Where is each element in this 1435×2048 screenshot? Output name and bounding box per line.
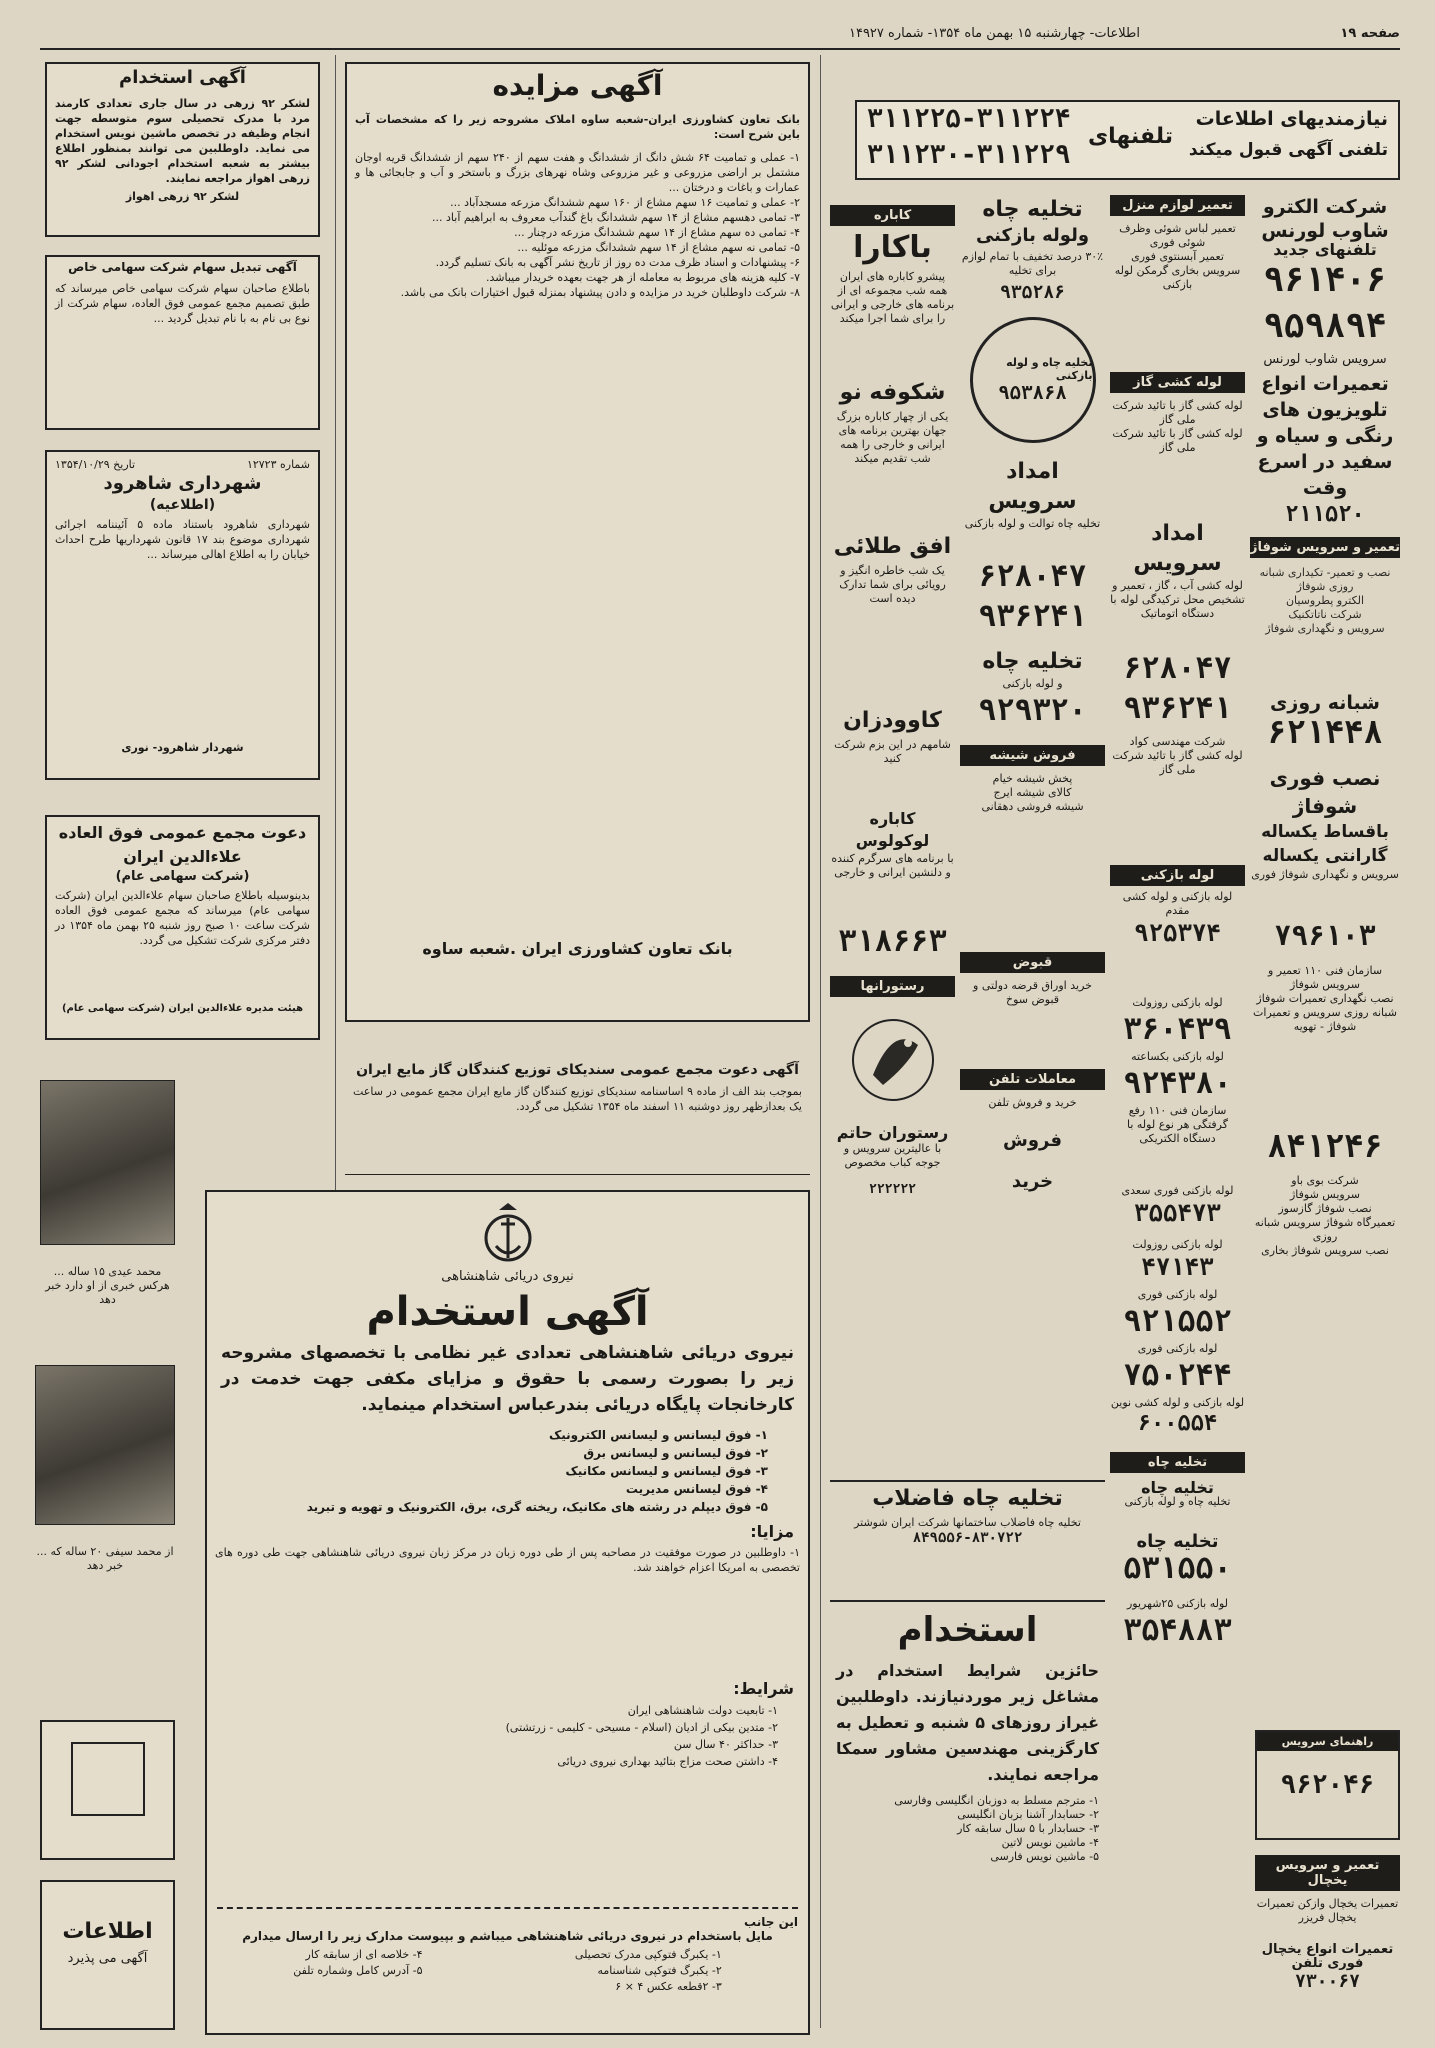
missing-person-photo-2 — [35, 1365, 175, 1525]
navy-item: ۲- فوق لیسانس و لیسانس برق — [583, 1446, 768, 1460]
bakara-title: باکارا — [853, 230, 932, 265]
navy-item: ۳- فوق لیسانس و لیسانس مکانیک — [565, 1464, 768, 1478]
locolos-title: کاباره لوکولوس — [855, 809, 930, 850]
emdad2-phone-2: ۹۳۶۲۴۱ — [1123, 691, 1232, 726]
buy-title: خرید — [1011, 1171, 1054, 1192]
page-number: صفحه ۱۹ — [1340, 26, 1400, 41]
union-title: آگهی دعوت مجمع عمومی سندیکای توزیع کنندگان گاز مایع ایران — [356, 1062, 799, 1078]
page-header — [40, 20, 1400, 50]
navy-intro: نیروی دریائی شاهنشاهی تعدادی غیر نظامی با تخصصهای مشروحه زیر را بصورت رسمی با حقوق و مزایای مکفی جهت خدمت در کارخانجات پایگاه دریائی بندرعباس استخدام مینماید. — [221, 1343, 794, 1415]
heater-section: تعمیر و سرویس یخچال تعمیرات یخچال وازکن تعمیرات یخچال فریزر تعمیرات انواع یخچال فوری تلفن ۷۳۰۰۶۷ — [1255, 1855, 1400, 2035]
form-item: ۳- ۲قطعه عکس ۴ × ۶ — [615, 1980, 722, 1993]
share-conversion-ad — [45, 255, 320, 430]
navy-condition: ۳- حداکثر ۴۰ سال سن — [673, 1738, 778, 1751]
bakara-text: پیشرو کاباره های ایران همه شب مجموعه ای از برنامه های خارجی و ایرانی را برای شما اجرا میکند — [830, 270, 955, 325]
auction-intro: بانک تعاون کشاورزی ایران-شعبه ساوه املاک مشروحه زیر را که مشخصات آب باین شرح است: — [351, 113, 800, 141]
fazelab-phone: ۸۴۹۵۵۶-۸۳۰۷۲۲ — [912, 1530, 1023, 1546]
assembly-text: بدینوسیله باطلاع صاحبان سهام علاءالدین ایران (شرکت سهامی عام) میرساند که مجمع عمومی فوق العاده شرکت ساعت ۱۰ صبح روز شنبه ۲۵ بهمن ماه ۱۳۵۴ در دفتر مرکزی شرکت تشکیل می گردد. — [51, 889, 310, 947]
shokufeh-title: شکوفه نو — [839, 380, 946, 405]
classifieds-banner — [855, 100, 1400, 180]
navy-ad — [205, 1190, 810, 2035]
muni-sign: شهردار شاهرود- نوری — [121, 741, 244, 754]
well-stamp: تخلیه چاه و لوله بازکنی ۹۵۳۸۶۸ — [970, 317, 1096, 443]
banner-phones-label: تلفنهای — [1087, 124, 1173, 149]
service-text: سرویس شاوب لورنس — [1263, 352, 1387, 367]
banner-subtitle: تلفنی آگهی قبول میکند — [1188, 140, 1388, 160]
purchase-bar: قبوض — [960, 952, 1105, 973]
electro-phone-1: ۹۶۱۴۰۶ — [1263, 260, 1387, 300]
form-left: این جانب — [744, 1915, 798, 1929]
navy-benefits-text: ۱- داوطلبین در صورت موفقیت در مصاحبه پس از طی دوره زبان در مرکز زبان نیروی دریائی شاهنشاهی جهت طی دوره های تخصصی به امریکا اعزام خواهند شد. — [211, 1546, 800, 1574]
repairs-title: تعمیرات انواع تلویزیون های رنگی و سیاه و سفید در اسرع وقت — [1256, 373, 1394, 499]
glass-bar: فروش شیشه — [960, 745, 1105, 766]
pipe-bar: لوله بازکنی — [1110, 865, 1245, 886]
employ-text: حائزین شرایط استخدام در مشاغل زیر موردنیازند. داوطلبین غیراز روزهای ۵ شنبه و تعطیل به کارگزینی مهندسین مشاور سمکا مراجعه نمایند. — [836, 1661, 1099, 1784]
navy-condition: ۱- تابعیت دولت شاهنشاهی ایران — [627, 1704, 778, 1717]
pipe-phone-8: ۶۰۰۵۵۴ — [1137, 1411, 1218, 1436]
hatam-title: رستوران حاتم — [836, 1123, 949, 1142]
well-phone: ۹۳۵۲۸۶ — [999, 282, 1066, 303]
army-hire-text: لشکر ۹۲ زرهی در سال جاری تعدادی کارمند مرد با مدرک تحصیلی سوم متوسطه جهت انجام وظیفه در تخصص ماشین نویس استخدام می نماید. داوطلبین می توانند بمنظور اطلاع بیشتر به شعبه استخدام اجودانی لشکر ۹۲ زرهی اهواز مراجعه نمایند. — [51, 97, 310, 185]
install-phone: ۸۴۱۲۴۶ — [1267, 1127, 1383, 1165]
auction-ad — [345, 62, 810, 1022]
heater-bar: تعمیر و سرویس یخچال — [1255, 1855, 1400, 1891]
repairs-phone: ۲۱۱۵۲۰ — [1285, 502, 1365, 527]
pipe-phone-4: ۳۵۵۴۷۳ — [1134, 1199, 1221, 1227]
install-sub: باقساط یکساله گارانتی یکساله — [1261, 822, 1389, 866]
navy-condition: ۲- متدین بیکی از ادیان (اسلام - مسیحی - کلیمی - زرتشتی) — [505, 1721, 778, 1734]
muni-text: شهرداری شاهرود باستناد ماده ۵ آئیننامه اجرائی شهرداری موضوع بند ۱۷ قانون شهرداریها طرح احداث خیابان را به اطلاع اهالی میرساند ... — [51, 518, 311, 561]
form-item: ۴- خلاصه ای از سابقه کار — [305, 1948, 423, 1961]
issue-date: اطلاعات- چهارشنبه ۱۵ بهمن ماه ۱۳۵۴- شماره ۱۴۹۲۷ — [848, 26, 1140, 41]
cabaret-bar: کاباره — [830, 205, 955, 226]
shofaj-bar: تعمیر و سرویس شوفاژ — [1250, 537, 1400, 558]
form-item: ۵- آدرس کامل وشماره تلفن — [293, 1964, 423, 1977]
auction-body: ۱- عملی و تمامیت ۶۴ شش دانگ از ششدانگ و هفت سهم از ۲۴۰ سهم از ششدانگ قریه اوجان مشتمل بر اراضی مزروعی و غیر مزروعی وشاه نهرهای بزرگ و باستخر و آب و جابجائی ها و عمارات و باغات و درختان ... ۲- عملی و تمامیت ۱۶ سهم مشاع از ۱۶۰ سهم ششدانگ مزرعه مسجدآباد ... ۳- تمامی دهسهم مشاع از ۱۴ سهم ششدانگ باغ گندآب معروف به ابراهیم آباد ... ۴- تمامی ده سهم مشاع از ۱۴ سهم ششدانگ مزرعه درچنار ... ۵- تمامی نه سهم مشاع از ۱۴ سهم ششدانگ مزرعه موئلیه ... ۶- پیشنهادات و اسناد ظرف مدت ده روز از تاریخ نشر آگهی به بانک تسلیم گردد. ۷- کلیه هزینه های مربوط به معامله از هر جهت بعهده خریدار میباشد. ۸- شرکت داوطلبان خرید در مزایده و دادن پیشنهاد بمنزله قبول اختیارات بانک می باشد. — [355, 151, 800, 299]
emdad2-phone-1: ۶۲۸۰۴۷ — [1123, 651, 1232, 686]
electro-company: شرکت الکترو شاوب لورنس — [1261, 196, 1389, 242]
classified-column-1: شرکت الکترو شاوب لورنس تلفنهای جدید ۹۶۱۴۰۶ ۹۵۹۸۹۴ سرویس شاوب لورنس تعمیرات انواع تلویزیون های رنگی و سیاه و سفید در اسرع وقت ۲۱۱۵۲۰ تعمیر و سرویس شوفاژ نصب و تعمیر- تکیداری شبانه روزی شوفاژ الکترو پطروسیان شرکت ناتاتکنیک سرویس و نگهداری شوفاژ شبانه روزی ۶۲۱۴۴۸ نصب فوری شوفاژ باقساط یکساله گارانتی یکساله سرویس و نگهداری شوفاژ فوری ۷۹۶۱۰۳ سازمان فنی ۱۱۰ تعمیر و سرویس شوفاژ نصب نگهداری تعمیرات شوفاژ شبانه روزی سرویس و تعمیرات شوفاژ - تهویه ۸۴۱۲۴۶ شرکت بوی باو سرویس شوفاژ نصب شوفاژ گازسوز تعمیرگاه شوفاژ سرویس شبانه روزی نصب سرویس شوفاژ بخاری — [1250, 196, 1400, 1257]
install-title: نصب فوری شوفاژ — [1269, 766, 1381, 818]
banner-title: نیازمندیهای اطلاعات — [1195, 108, 1388, 130]
arya-ad: راهنمای سرویس ۹۶۲۰۴۶ — [1255, 1730, 1400, 1840]
navy-conditions-title: شرایط: — [733, 1679, 794, 1698]
navy-form[interactable] — [217, 1907, 798, 2025]
navy-benefits-title: مزایا: — [750, 1522, 794, 1541]
column-rule — [820, 55, 821, 2028]
plumbing-bar: تعمیر لوازم منزل — [1110, 195, 1245, 216]
pipe-phone-3: ۹۲۴۳۸۰ — [1123, 1066, 1232, 1101]
assembly-title: دعوت مجمع عمومی فوق العاده علاءالدین ایران — [58, 823, 307, 866]
army-hire-ad — [45, 62, 320, 237]
hatam-phone: ۲۲۲۲۲۲ — [869, 1182, 916, 1197]
banner-phone-2: ۳۱۱۲۳۰-۳۱۱۲۲۹ — [867, 140, 1071, 170]
navy-item: ۴- فوق لیسانس مدیریت — [625, 1482, 768, 1496]
photo1-caption: محمد عیدی ۱۵ ساله ... هرکس خبری از او دارد خبر دهد — [45, 1265, 170, 1306]
navy-item: ۱- فوق لیسانس و لیسانس الکترونیک — [548, 1428, 768, 1442]
missing-person-photo-1 — [40, 1080, 175, 1245]
assembly-sub: (شرکت سهامی عام) — [115, 869, 250, 884]
trade-bar: معاملات تلفن — [960, 1069, 1105, 1090]
electro-sub: تلفنهای جدید — [1273, 240, 1377, 259]
navy-conditions — [207, 1698, 808, 1856]
classified-column-4: کاباره باکارا پیشرو کاباره های ایران همه شب مجموعه ای از برنامه های خارجی و ایرانی را برای شما اجرا میکند شکوفه نو یکی از چهار کاباره بزرگ جهان بهترین برنامه های ایرانی و خارجی را همه شب تقدیم میکند افق طلائی یک شب خاطره انگیز و رویائی برای شما تدارک دیده است کاوودزان شامهم در این بزم شرکت کنید کاباره لوکولوس با برنامه های سرگرم کننده و دلنشین ایرانی و خارجی ۳۱۸۶۶۳ رستورانها رستوران حاتم با عالیترین سرویس و جوجه کباب مخصوص ۲۲۲۲۲۲ — [830, 205, 955, 1475]
restaurants-bar: رستورانها — [830, 976, 955, 997]
pipe-phone-7: ۷۵۰۲۴۴ — [1123, 1358, 1232, 1393]
stamp-phone: ۹۵۳۸۶۸ — [998, 382, 1067, 404]
ettelaat-logo-ad — [40, 1880, 175, 2030]
pipe-phone-5: ۴۷۱۴۳ — [1141, 1253, 1214, 1281]
union-text: بموجب بند الف از ماده ۹ اساسنامه سندیکای توزیع کنندگان گاز مایع ایران مجمع عمومی در ساعت یک بعدازظهر روز دوشنبه ۱۱ اسفند ماه ۱۳۵۴ تشکیل می گردد. — [349, 1085, 802, 1113]
muni-sub: (اطلاعیه) — [149, 497, 216, 513]
service-phone: ۷۹۶۱۰۳ — [1274, 919, 1376, 952]
shabaneh-title: شبانه روزی — [1270, 692, 1380, 714]
union-notice — [345, 1060, 810, 1175]
navy-item: ۵- فوق دیپلم در رشته های مکانیک، ریخته گری، برق، الکترونیک و تهویه و تبرید — [306, 1500, 768, 1514]
assembly-ad — [45, 815, 320, 1040]
well2-phone: ۹۲۹۳۲۰ — [978, 693, 1087, 728]
form-right: مایل باستخدام در نیروی دریائی شاهنشاهی میباشم و بپیوست مدارک زیر را ارسال میدارم — [242, 1929, 773, 1943]
electro-phone-2: ۹۵۹۸۹۴ — [1263, 306, 1387, 346]
emdad-phone-1: ۶۲۸۰۴۷ — [978, 559, 1087, 594]
emdad-title: امداد سرویس — [988, 459, 1077, 514]
banner-phone-1: ۳۱۱۲۲۵-۳۱۱۲۲۴ — [867, 104, 1071, 134]
heater-repair-title: تعمیرات انواع یخچال فوری تلفن — [1261, 1942, 1394, 1971]
army-hire-sign: لشکر ۹۲ زرهی اهواز — [125, 190, 240, 203]
muni-number: شماره ۱۲۷۲۳ — [246, 458, 310, 471]
heater-phone: ۷۳۰۰۶۷ — [1294, 1971, 1361, 1992]
muni-date: تاریخ ۱۳۵۴/۱۰/۲۹ — [55, 458, 136, 471]
well-phone-2: ۳۵۴۸۸۳ — [1123, 1613, 1232, 1648]
well2-title: تخلیه چاه — [982, 649, 1083, 674]
emdad-phone-2: ۹۳۶۲۴۱ — [978, 599, 1087, 634]
ettelaat-logo: اطلاعات — [62, 1919, 153, 1944]
well-bar: تخلیه چاه — [1110, 1452, 1245, 1473]
municipality-ad — [45, 450, 320, 780]
employ-title: استخدام — [897, 1610, 1038, 1650]
gas-bar: لوله کشی گاز — [1110, 372, 1245, 393]
publisher-ad — [40, 1720, 175, 1860]
publisher-logo-icon — [71, 1742, 145, 1816]
navy-emblem-text: نیروی دریائی شاهنشاهی — [441, 1269, 574, 1284]
auction-signature: بانک تعاون کشاورزی ایران .شعبه ساوه — [422, 939, 733, 958]
locolos-phone: ۳۱۸۶۶۳ — [838, 924, 947, 959]
form-item: ۲- یکبرگ فتوکپی شناسنامه — [597, 1964, 722, 1977]
pipe-phone-6: ۹۲۱۵۵۲ — [1123, 1304, 1232, 1339]
fazelab-title: تخلیه چاه فاضلاب — [872, 1486, 1063, 1511]
well-phone-1: ۵۳۱۵۵۰ — [1123, 1551, 1232, 1586]
ofogh-title: افق طلائی — [833, 534, 952, 559]
employ-ad: استخدام حائزین شرایط استخدام در مشاغل زیر موردنیازند. داوطلبین غیراز روزهای ۵ شنبه و تعطیل به کارگزینی مهندسین مشاور سمکا مراجعه نمایند. ۱- مترجم مسلط به دوزبان انگلیسی وفارسی ۲- حسابدار آشنا بزبان انگلیسی ۳- حسابدار با ۵ سال سابقه کار ۴- ماشین نویس لاتین ۵- ماشین نویس فارسی — [830, 1600, 1105, 2020]
classified-column-2: تعمیر لوازم منزل تعمیر لباس شوئی وظرف شوئی فوری تعمیر آبسنتوی فوری سرویس بخاری گرمکن لوله بازکنی لوله کشی گاز لوله کشی گاز با تائید شرکت ملی گاز لوله کشی گاز با تائید شرکت ملی گاز امداد سرویس لوله کشی آب ، گاز ، تعمیر و تشخیص محل ترکیدگی لوله با دستگاه اتوماتیک ۶۲۸۰۴۷ ۹۳۶۲۴۱ شرکت مهندسی کواد لوله کشی گاز با تائید شرکت ملی گاز لوله بازکنی لوله بازکنی و لوله کشی مقدم ۹۲۵۳۷۴ لوله بازکنی روزولت ۳۶۰۴۳۹ لوله بازکنی بکساعته ۹۲۴۳۸۰ سازمان فنی ۱۱۰ رفع گرفتگی هر نوع لوله با دستگاه الکتریکی لوله بازکنی فوری سعدی ۳۵۵۴۷۳ لوله بازکنی روزولت ۴۷۱۴۳ لوله بازکنی فوری ۹۲۱۵۵۲ لوله بازکنی فوری ۷۵۰۲۴۴ لوله بازکنی و لوله کشی نوین ۶۰۰۵۵۴ تخلیه چاه تخلیه چاه تخلیه چاه و لوله بازکنی تخلیه چاه ۵۳۱۵۵۰ لوله بازکنی ۲۵شهریور ۳۵۴۸۸۳ — [1110, 195, 1245, 2035]
emdad-title-2: امداد سرویس — [1133, 521, 1222, 576]
fazelab-ad: تخلیه چاه فاضلاب تخلیه چاه فاضلاب ساختمانها شرکت ایران شوشتر ۸۴۹۵۵۶-۸۳۰۷۲۲ — [830, 1480, 1105, 1590]
form-item: ۱- یکبرگ فتوکپی مدرک تحصیلی — [574, 1948, 722, 1961]
ettelaat-sub: آگهی می پذیرد — [67, 1951, 148, 1966]
navy-condition: ۴- داشتن صحت مزاج بتائید بهداری نیروی دریائی — [557, 1755, 778, 1768]
pipe-phone-1: ۹۲۵۳۷۴ — [1134, 919, 1221, 947]
hatam-rooster-icon — [838, 1005, 948, 1115]
well-title: تخلیه چاه — [982, 197, 1083, 222]
navy-emblem-icon — [473, 1200, 543, 1270]
well-sub: ولوله بازکنی — [975, 225, 1090, 246]
navy-items — [207, 1418, 808, 1516]
army-hire-title: آگهی استخدام — [119, 67, 246, 88]
share-title: آگهی تبدیل سهام شرکت سهامی خاص — [68, 260, 297, 274]
auction-title: آگهی مزایده — [492, 69, 663, 102]
navy-title: آگهی استخدام — [366, 1289, 649, 1335]
sale-title: فروش — [1002, 1130, 1062, 1151]
assembly-sign: هیئت مدیره علاءالدین ایران (شرکت سهامی عام) — [61, 1003, 304, 1014]
share-text: باطلاع صاحبان سهام شرکت سهامی خاص میرساند که طبق تصمیم مجمع عمومی فوق العاده، سهام شرکت از نوع بی نام به با نام تبدیل گردید ... — [51, 282, 310, 325]
pipe-phone-2: ۳۶۰۴۳۹ — [1123, 1012, 1232, 1047]
shofaj-phone: ۶۲۱۴۴۸ — [1267, 713, 1383, 751]
muni-title: شهرداری شاهرود — [103, 473, 262, 494]
kavoodaran-title: کاوودزان — [843, 708, 942, 733]
photo2-caption: از محمد سیفی ۲۰ ساله که ... خبر دهد — [36, 1545, 174, 1572]
classified-column-3: تخلیه چاه ولوله بازکنی ۳۰٪ درصد تخفیف با تمام لوازم برای تخلیه ۹۳۵۲۸۶ تخلیه چاه و لوله بازکنی ۹۵۳۸۶۸ امداد سرویس تخلیه چاه توالت و لوله بازکنی ۶۲۸۰۴۷ ۹۳۶۲۴۱ تخلیه چاه و لوله بازکنی ۹۲۹۳۲۰ فروش شیشه پخش شیشه خیام کالای شیشه ایرج شیشه فروشی دهقانی قبوض خرید اوراق قرضه دولتی و قبوض سوخ معاملات تلفن خرید و فروش تلفن فروش خرید — [961, 197, 1104, 1192]
